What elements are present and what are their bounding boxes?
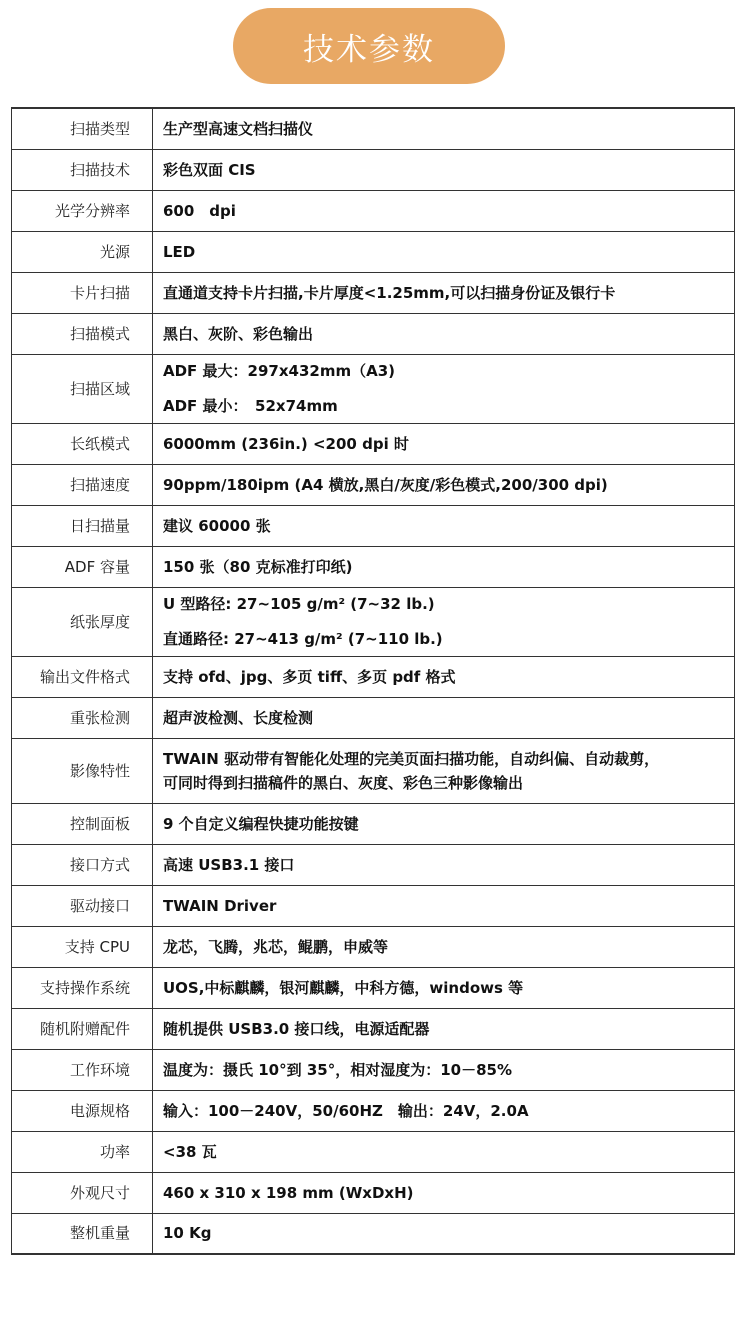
spec-value-line: 输入：100－240V，50/60HZ 输出：24V，2.0A [163, 1101, 529, 1120]
spec-row [12, 738, 735, 803]
spec-label: 扫描区域 [12, 354, 153, 423]
spec-row [12, 1008, 735, 1049]
spec-value-line: 9 个自定义编程快捷功能按键 [163, 814, 359, 833]
spec-value [153, 803, 735, 844]
spec-value-line: 建议 60000 张 [163, 516, 271, 535]
spec-value-line: ADF 最大：297x432mm（A3) [163, 362, 395, 380]
spec-value [153, 967, 735, 1008]
spec-value [153, 505, 735, 546]
spec-value-line: 460 x 310 x 198 mm (WxDxH) [163, 1183, 414, 1202]
spec-value-line: U 型路径: 27~105 g/m² (7~32 lb.) [163, 595, 435, 613]
spec-value-line: ADF 最小： 52x74mm [163, 397, 338, 415]
spec-row [12, 272, 735, 313]
spec-label: 驱动接口 [12, 885, 153, 926]
spec-value-line: 随机提供 USB3.0 接口线，电源适配器 [163, 1019, 430, 1038]
spec-value [153, 1213, 735, 1254]
spec-row [12, 1213, 735, 1254]
spec-label: 扫描速度 [12, 464, 153, 505]
spec-label: 扫描模式 [12, 313, 153, 354]
spec-label: 卡片扫描 [12, 272, 153, 313]
spec-value [153, 1049, 735, 1090]
spec-value [153, 464, 735, 505]
spec-value-line: 生产型高速文档扫描仪 [163, 119, 314, 138]
spec-row [12, 313, 735, 354]
spec-label: 控制面板 [12, 803, 153, 844]
spec-table-body [12, 108, 735, 1254]
spec-row [12, 190, 735, 231]
spec-row [12, 967, 735, 1008]
spec-label: 长纸模式 [12, 423, 153, 464]
spec-row [12, 546, 735, 587]
spec-value-line: 温度为：摄氏 10°到 35°，相对湿度为：10－85% [163, 1060, 512, 1079]
spec-label: 光源 [12, 231, 153, 272]
spec-label: 输出文件格式 [12, 656, 153, 697]
spec-value [153, 354, 735, 423]
spec-value [153, 1090, 735, 1131]
spec-value [153, 926, 735, 967]
spec-row [12, 885, 735, 926]
spec-value [153, 844, 735, 885]
spec-value-line: 可同时得到扫描稿件的黑白、灰度、彩色三种影像输出 [163, 773, 524, 792]
spec-value-line: 超声波检测、长度检测 [163, 708, 314, 727]
spec-value [153, 190, 735, 231]
spec-label: 支持操作系统 [12, 967, 153, 1008]
spec-value [153, 1131, 735, 1172]
spec-value-line: TWAIN 驱动带有智能化处理的完美页面扫描功能，自动纠偏、自动裁剪， [163, 749, 660, 768]
spec-value-line: 600 dpi [163, 201, 236, 220]
spec-value-line: 直通路径: 27~413 g/m² (7~110 lb.) [163, 630, 443, 648]
spec-value [153, 885, 735, 926]
spec-label: 影像特性 [12, 738, 153, 803]
spec-label: 接口方式 [12, 844, 153, 885]
section-title-badge [233, 8, 505, 84]
spec-label: 纸张厚度 [12, 587, 153, 656]
spec-label: 整机重量 [12, 1213, 153, 1254]
spec-value-line: 10 Kg [163, 1224, 212, 1243]
spec-value [153, 108, 735, 149]
spec-value [153, 149, 735, 190]
spec-row [12, 697, 735, 738]
spec-label: 电源规格 [12, 1090, 153, 1131]
spec-value [153, 313, 735, 354]
spec-value-line: 150 张（80 克标准打印纸) [163, 557, 353, 576]
spec-value-line: 高速 USB3.1 接口 [163, 855, 295, 874]
spec-value [153, 656, 735, 697]
spec-value [153, 1008, 735, 1049]
spec-row [12, 108, 735, 149]
spec-label: 随机附赠配件 [12, 1008, 153, 1049]
spec-value [153, 423, 735, 464]
spec-value-line: 彩色双面 CIS [163, 160, 256, 179]
spec-row [12, 423, 735, 464]
spec-label: 扫描技术 [12, 149, 153, 190]
spec-value [153, 231, 735, 272]
spec-value-line: 支持 ofd、jpg、多页 tiff、多页 pdf 格式 [163, 667, 456, 686]
spec-row [12, 1131, 735, 1172]
spec-label: 光学分辨率 [12, 190, 153, 231]
spec-row [12, 231, 735, 272]
spec-row [12, 505, 735, 546]
spec-value [153, 738, 735, 803]
spec-value-line: 黑白、灰阶、彩色输出 [163, 324, 314, 343]
spec-table [11, 107, 735, 1255]
spec-row [12, 844, 735, 885]
section-title: 技术参数 [303, 31, 435, 68]
spec-value-line: 6000mm (236in.) <200 dpi 时 [163, 434, 409, 453]
spec-row [12, 354, 735, 423]
spec-label: 功率 [12, 1131, 153, 1172]
spec-row [12, 656, 735, 697]
spec-label: 扫描类型 [12, 108, 153, 149]
spec-row [12, 1049, 735, 1090]
spec-value-line: LED [163, 242, 196, 261]
spec-row [12, 464, 735, 505]
spec-label: 日扫描量 [12, 505, 153, 546]
spec-label: 外观尺寸 [12, 1172, 153, 1213]
spec-label: 支持 CPU [12, 926, 153, 967]
spec-row [12, 149, 735, 190]
spec-row [12, 587, 735, 656]
spec-value-line: <38 瓦 [163, 1142, 217, 1161]
spec-label: ADF 容量 [12, 546, 153, 587]
spec-row [12, 926, 735, 967]
spec-label: 重张检测 [12, 697, 153, 738]
spec-value [153, 587, 735, 656]
spec-value [153, 272, 735, 313]
spec-value [153, 1172, 735, 1213]
spec-row [12, 803, 735, 844]
spec-value-line: TWAIN Driver [163, 896, 277, 915]
spec-row [12, 1172, 735, 1213]
spec-value [153, 546, 735, 587]
spec-value-line: 90ppm/180ipm (A4 横放,黑白/灰度/彩色模式,200/300 dpi) [163, 475, 608, 494]
spec-value-line: 龙芯，飞腾，兆芯，鲲鹏，申威等 [163, 937, 389, 956]
spec-value-line: 直通道支持卡片扫描,卡片厚度<1.25mm,可以扫描身份证及银行卡 [163, 283, 616, 302]
spec-label: 工作环境 [12, 1049, 153, 1090]
spec-row [12, 1090, 735, 1131]
spec-value-line: UOS,中标麒麟，银河麒麟，中科方德，windows 等 [163, 978, 524, 997]
spec-value [153, 697, 735, 738]
